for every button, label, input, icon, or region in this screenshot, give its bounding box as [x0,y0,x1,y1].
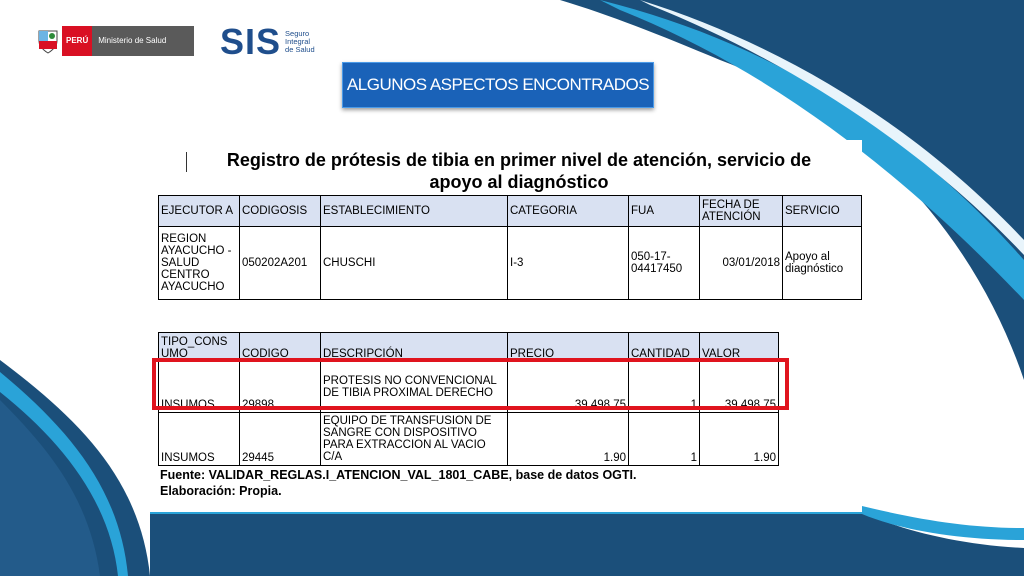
table-cell: 29898 [240,362,321,413]
sis-subtitle-line: de Salud [285,45,315,54]
table-cell: 03/01/2018 [700,227,783,300]
document-title [186,149,852,193]
highlight-box [152,358,789,410]
table-cell: I-3 [508,227,629,300]
table-row [159,227,862,300]
column-header: FECHA DE ATENCIÓN [700,196,783,227]
column-header: CANTIDAD [629,333,700,362]
table-cell: EQUIPO DE TRANSFUSION DE SANGRE CON DISPOSITIVO PARA EXTRACCION AL VACIO C/A [321,413,508,466]
table-cell: 1.90 [508,413,629,466]
source-line: Elaboración: Propia. [160,484,282,498]
table-cell: REGION AYACUCHO - SALUD CENTRO AYACUCHO [159,227,240,300]
table-cell: 39,498.75 [700,362,779,413]
table-cell: 29445 [240,413,321,466]
source-note [160,467,636,499]
table-header-row [159,196,862,227]
table-row [159,413,779,466]
table-cell: 1 [629,413,700,466]
table-cell: 050202A201 [240,227,321,300]
table-cell: 1 [629,362,700,413]
column-header: PRECIO [508,333,629,362]
sis-subtitle-line: Integral [285,37,311,46]
sis-wordmark: SIS [220,21,282,62]
table-cell: 39,498.75 [508,362,629,413]
table-cell: 1.90 [700,413,779,466]
column-header: SERVICIO [783,196,862,227]
document-title-line: apoyo al diagnóstico [429,172,609,192]
document-image [150,140,862,512]
table-cell: Apoyo al diagnóstico [783,227,862,300]
table-cell: INSUMOS [159,413,240,466]
coat-of-arms-icon [36,27,60,55]
column-header: DESCRIPCIÓN [321,333,508,362]
establishment-table [158,195,862,300]
slide-title-banner: ALGUNOS ASPECTOS ENCONTRADOS [342,62,654,108]
sis-subtitle-line: Seguro [285,29,310,38]
column-header: FUA [629,196,700,227]
column-header: ESTABLECIMIENTO [321,196,508,227]
column-header: CODIGO [240,333,321,362]
column-header: VALOR [700,333,779,362]
column-header: CODIGOSIS [240,196,321,227]
column-header: CATEGORIA [508,196,629,227]
sis-logo [220,21,315,62]
source-line: Fuente: VALIDAR_REGLAS.I_ATENCION_VAL_1801_CABE, base de datos OGTI. [160,468,637,482]
ministry-logo [36,26,194,56]
peru-label: PERÚ [62,26,92,56]
table-cell: 050-17-04417450 [629,227,700,300]
column-header: EJECUTOR A [159,196,240,227]
table-cell: INSUMOS [159,362,240,413]
document-title-line: Registro de prótesis de tibia en primer nivel de atención, servicio de [226,150,812,170]
sis-subtitle [285,30,315,54]
table-cell: PROTESIS NO CONVENCIONAL DE TIBIA PROXIMAL DERECHO [321,362,508,413]
column-header: TIPO_CONS UMO [159,333,240,362]
ministry-label: Ministerio de Salud [92,26,194,56]
table-cell: CHUSCHI [321,227,508,300]
